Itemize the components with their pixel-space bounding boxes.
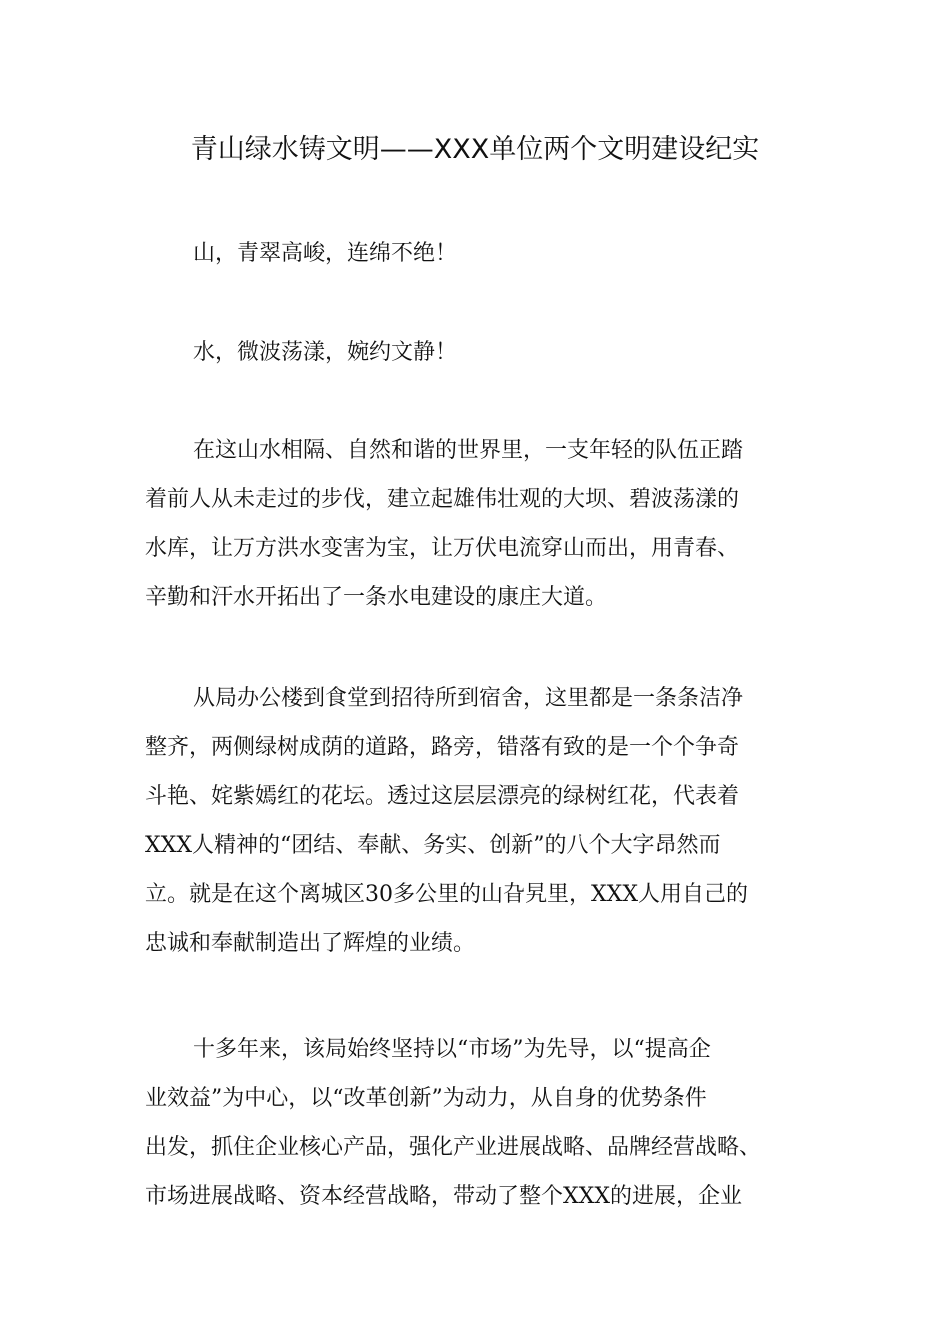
paragraph-line: 市场进展战略、资本经营战略，带动了整个XXX的进展，企业 — [145, 1184, 742, 1209]
paragraph-4 — [145, 674, 815, 968]
paragraph-line: 水，微波荡漾，婉约文静！ — [193, 340, 458, 365]
paragraph-line: 辛勤和汗水开拓出了一条水电建设的康庄大道。 — [145, 585, 608, 610]
paragraph-1 — [145, 229, 815, 278]
paragraph-line: 业效益”为中心，以“改革创新”为动力，从自身的优势条件 — [145, 1086, 707, 1111]
paragraph-line: 忠诚和奉献制造出了辉煌的业绩。 — [145, 931, 476, 956]
paragraph-line: 斗艳、姹紫嫣红的花坛。透过这层层漂亮的绿树红花，代表着 — [145, 784, 740, 809]
paragraph-line: 整齐，两侧绿树成荫的道路，路旁，错落有致的是一个个争奇 — [145, 735, 740, 760]
paragraph-3 — [145, 426, 815, 622]
paragraph-line: 立。就是在这个离城区30多公里的山旮旯里，XXX人用自己的 — [145, 882, 748, 907]
paragraph-line: 山，青翠高峻，连绵不绝！ — [193, 241, 458, 266]
paragraph-5 — [145, 1025, 815, 1221]
paragraph-line: 十多年来，该局始终坚持以“市场”为先导，以“提高企 — [193, 1037, 711, 1062]
paragraph-2 — [145, 328, 815, 377]
paragraph-line: XXX人精神的“团结、奉献、务实、创新”的八个大字昂然而 — [145, 833, 721, 858]
paragraph-line: 从局办公楼到食堂到招待所到宿舍，这里都是一条条洁净 — [193, 686, 744, 711]
paragraph-line: 水库，让万方洪水变害为宝，让万伏电流穿山而出，用青春、 — [145, 536, 740, 561]
paragraph-line: 在这山水相隔、自然和谐的世界里，一支年轻的队伍正踏 — [193, 438, 744, 463]
paragraph-line: 着前人从未走过的步伐，建立起雄伟壮观的大坝、碧波荡漾的 — [145, 487, 740, 512]
document-title: 青山绿水铸文明——XXX单位两个文明建设纪实 — [190, 134, 760, 165]
paragraph-line: 出发，抓住企业核心产品，强化产业进展战略、品牌经营战略、 — [145, 1135, 762, 1160]
